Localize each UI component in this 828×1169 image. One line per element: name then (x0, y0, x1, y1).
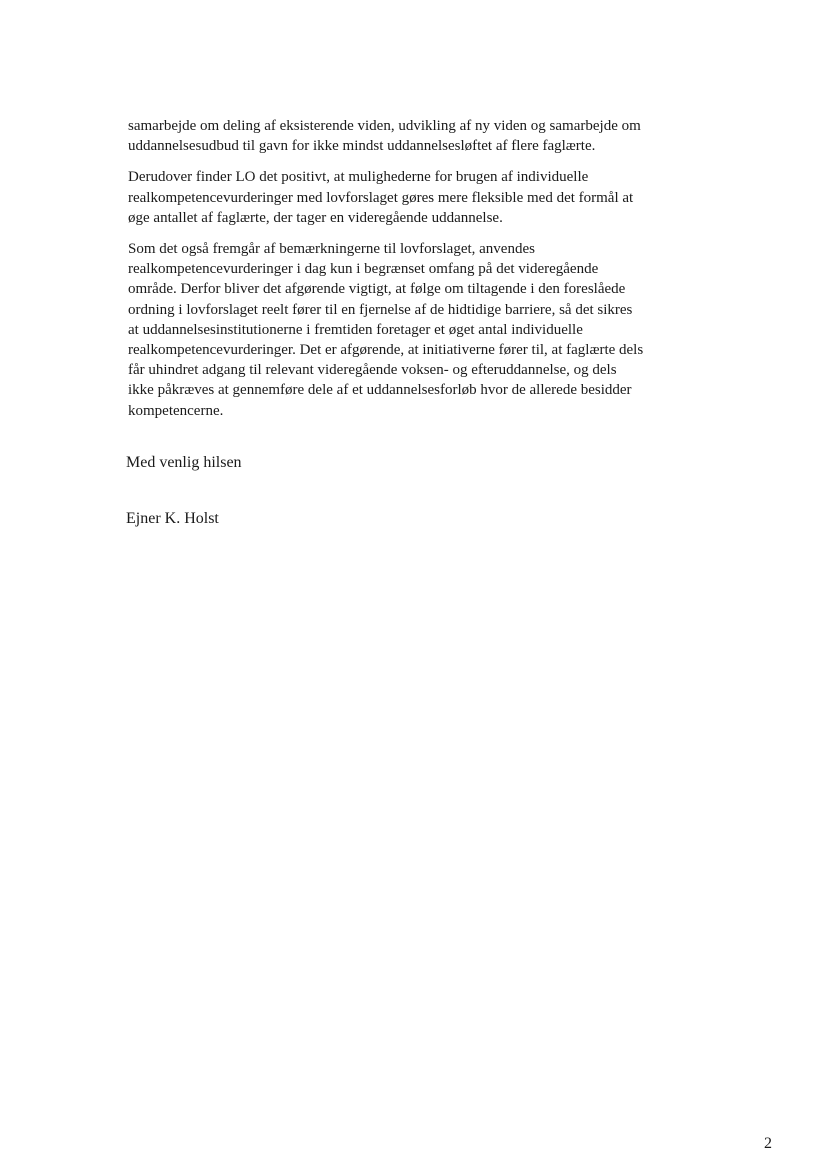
paragraph-line: samarbejde om deling af eksisterende viden, udvikling af ny viden og samarbejde om (128, 118, 641, 134)
paragraph-line: får uhindret adgang til relevant videregående voksen- og efteruddannelse, og dels (128, 362, 617, 379)
paragraph-line: kompetencerne. (128, 402, 224, 419)
paragraph-line: Som det også fremgår af bemærkningerne til lovforslaget, anvendes (128, 241, 535, 258)
paragraph-3 (128, 239, 706, 421)
paragraph-line: at uddannelsesinstitutionerne i fremtiden foretager et øget antal individuelle (128, 321, 583, 338)
paragraph-line: område. Derfor bliver det afgørende vigtigt, at følge om tiltagende i den foreslåede (128, 281, 626, 298)
paragraph-line: realkompetencevurderinger i dag kun i begrænset omfang på det videregående (128, 261, 599, 278)
paragraph-line: ikke påkræves at gennemføre dele af et uddannelsesforløb hvor de allerede besidder (128, 382, 632, 399)
closing-salutation: Med venlig hilsen (126, 454, 242, 471)
signature-name: Ejner K. Holst (126, 510, 219, 527)
paragraph-line: ordning i lovforslaget reelt fører til en fjernelse af de hidtidige barriere, så det sikres (128, 301, 633, 318)
body-text (128, 116, 706, 432)
paragraph-line: realkompetencevurderinger. Det er afgørende, at initiativerne fører til, at faglærte dels (128, 342, 644, 359)
paragraph-line: realkompetencevurderinger med lovforslaget gøres mere fleksible med det formål at (128, 189, 634, 206)
paragraph-line: Derudover finder LO det positivt, at mulighederne for brugen af individuelle (128, 169, 589, 186)
paragraph-1 (128, 116, 706, 156)
paragraph-2 (128, 167, 706, 228)
paragraph-line: øge antallet af faglærte, der tager en videregående uddannelse. (128, 209, 503, 226)
paragraph-line: uddannelsesudbud til gavn for ikke mindst uddannelsesløftet af flere faglærte. (128, 138, 596, 155)
page-number: 2 (764, 1135, 772, 1152)
